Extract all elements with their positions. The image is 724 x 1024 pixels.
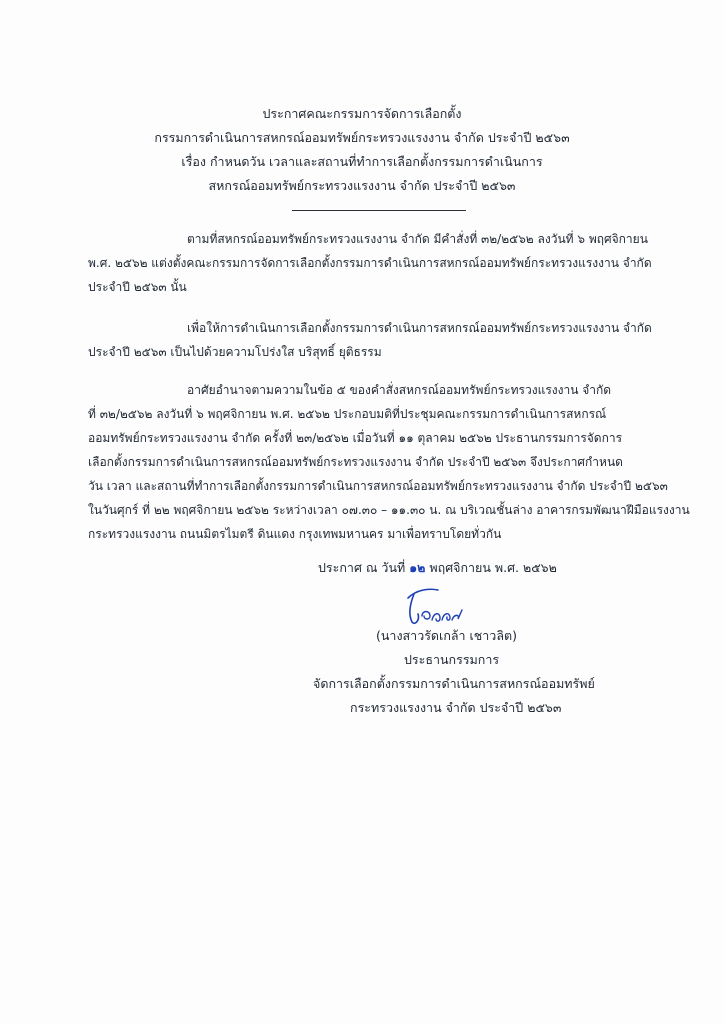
paragraph-line: อาศัยอำนาจตามความในข้อ ๕ ของคำสั่งสหกรณ์ออมทรัพย์กระทรวงแรงงาน จำกัด	[187, 383, 612, 397]
paragraph-line: กระทรวงแรงงาน ถนนมิตรไมตรี ดินแดง กรุงเทพมหานคร มาเพื่อทราบโดยทั่วกัน	[88, 527, 502, 541]
header-divider	[292, 210, 466, 211]
header-title: ประกาศคณะกรรมการจัดการเลือกตั้ง	[262, 106, 462, 121]
paragraph-appointment	[88, 227, 652, 299]
paragraph-announcement-details	[88, 378, 690, 546]
announcement-suffix: พฤศจิกายน พ.ศ. ๒๕๖๒	[425, 560, 557, 575]
signatory-position-detail: กระทรวงแรงงาน จำกัด ประจำปี ๒๕๖๓	[350, 700, 562, 715]
paragraph-line: ออมทรัพย์กระทรวงแรงงาน จำกัด ครั้งที่ ๒๓/๒๕๖๒ เมื่อวันที่ ๑๑ ตุลาคม ๒๕๖๒ ประธานกรรมการจัดการ	[88, 431, 623, 445]
announcement-date	[318, 556, 557, 580]
signatory-position: ประธานกรรมการ	[404, 652, 500, 667]
announcement-day-handwritten: ๑๒	[409, 560, 426, 575]
paragraph-line: ประจำปี ๒๕๖๓ นั้น	[88, 280, 187, 294]
signatory-name: (นางสาวรัดเกล้า เชาวลิต)	[376, 628, 517, 643]
announcement-prefix: ประกาศ ณ วันที่	[318, 560, 410, 575]
paragraph-purpose	[88, 316, 652, 364]
paragraph-line: เลือกตั้งกรรมการดำเนินการสหกรณ์ออมทรัพย์กระทรวงแรงงาน จำกัด ประจำปี ๒๕๖๓ จึงประกาศกำหนด	[88, 455, 623, 469]
paragraph-line: วัน เวลา และสถานที่ทำการเลือกตั้งกรรมการดำเนินการสหกรณ์ออมทรัพย์กระทรวงแรงงาน จำกัด ประจำปี ๒๕๖๓	[88, 479, 668, 493]
document-header	[0, 102, 724, 198]
header-subtitle: กรรมการดำเนินการสหกรณ์ออมทรัพย์กระทรวงแรงงาน จำกัด ประจำปี ๒๕๖๓	[154, 130, 570, 145]
header-subject: เรื่อง กำหนดวัน เวลาและสถานที่ทำการเลือกตั้งกรรมการดำเนินการ	[181, 154, 543, 169]
paragraph-line: พ.ศ. ๒๕๖๒ แต่งตั้งคณะกรรมการจัดการเลือกตั้งกรรมการดำเนินการสหกรณ์ออมทรัพย์กระทรวงแรงงาน จำกัด	[88, 256, 652, 270]
paragraph-line: ตามที่สหกรณ์ออมทรัพย์กระทรวงแรงงาน จำกัด มีคำสั่งที่ ๓๒/๒๕๖๒ ลงวันที่ ๖ พฤศจิกายน	[187, 232, 648, 246]
paragraph-line: ประจำปี ๒๕๖๓ เป็นไปด้วยความโปร่งใส บริสุทธิ์ ยุติธรรม	[88, 345, 382, 359]
paragraph-line: เพื่อให้การดำเนินการเลือกตั้งกรรมการดำเนินการสหกรณ์ออมทรัพย์กระทรวงแรงงาน จำกัด	[187, 321, 652, 335]
paragraph-line: ที่ ๓๒/๒๕๖๒ ลงวันที่ ๖ พฤศจิกายน พ.ศ. ๒๕๖๒ ประกอบมติที่ประชุมคณะกรรมการดำเนินการสหกรณ์	[88, 407, 607, 421]
paragraph-line: ในวันศุกร์ ที่ ๒๒ พฤศจิกายน ๒๕๖๒ ระหว่างเวลา ๐๗.๓๐ – ๑๑.๓๐ น. ณ บริเวณชั้นล่าง อาคารกรมพัฒนาฝีมือแรงงาน	[88, 503, 690, 517]
handwritten-signature	[402, 586, 466, 628]
signatory-position-detail: จัดการเลือกตั้งกรรมการดำเนินการสหกรณ์ออมทรัพย์	[313, 676, 595, 691]
header-subject-continued: สหกรณ์ออมทรัพย์กระทรวงแรงงาน จำกัด ประจำปี ๒๕๖๓	[208, 178, 516, 193]
